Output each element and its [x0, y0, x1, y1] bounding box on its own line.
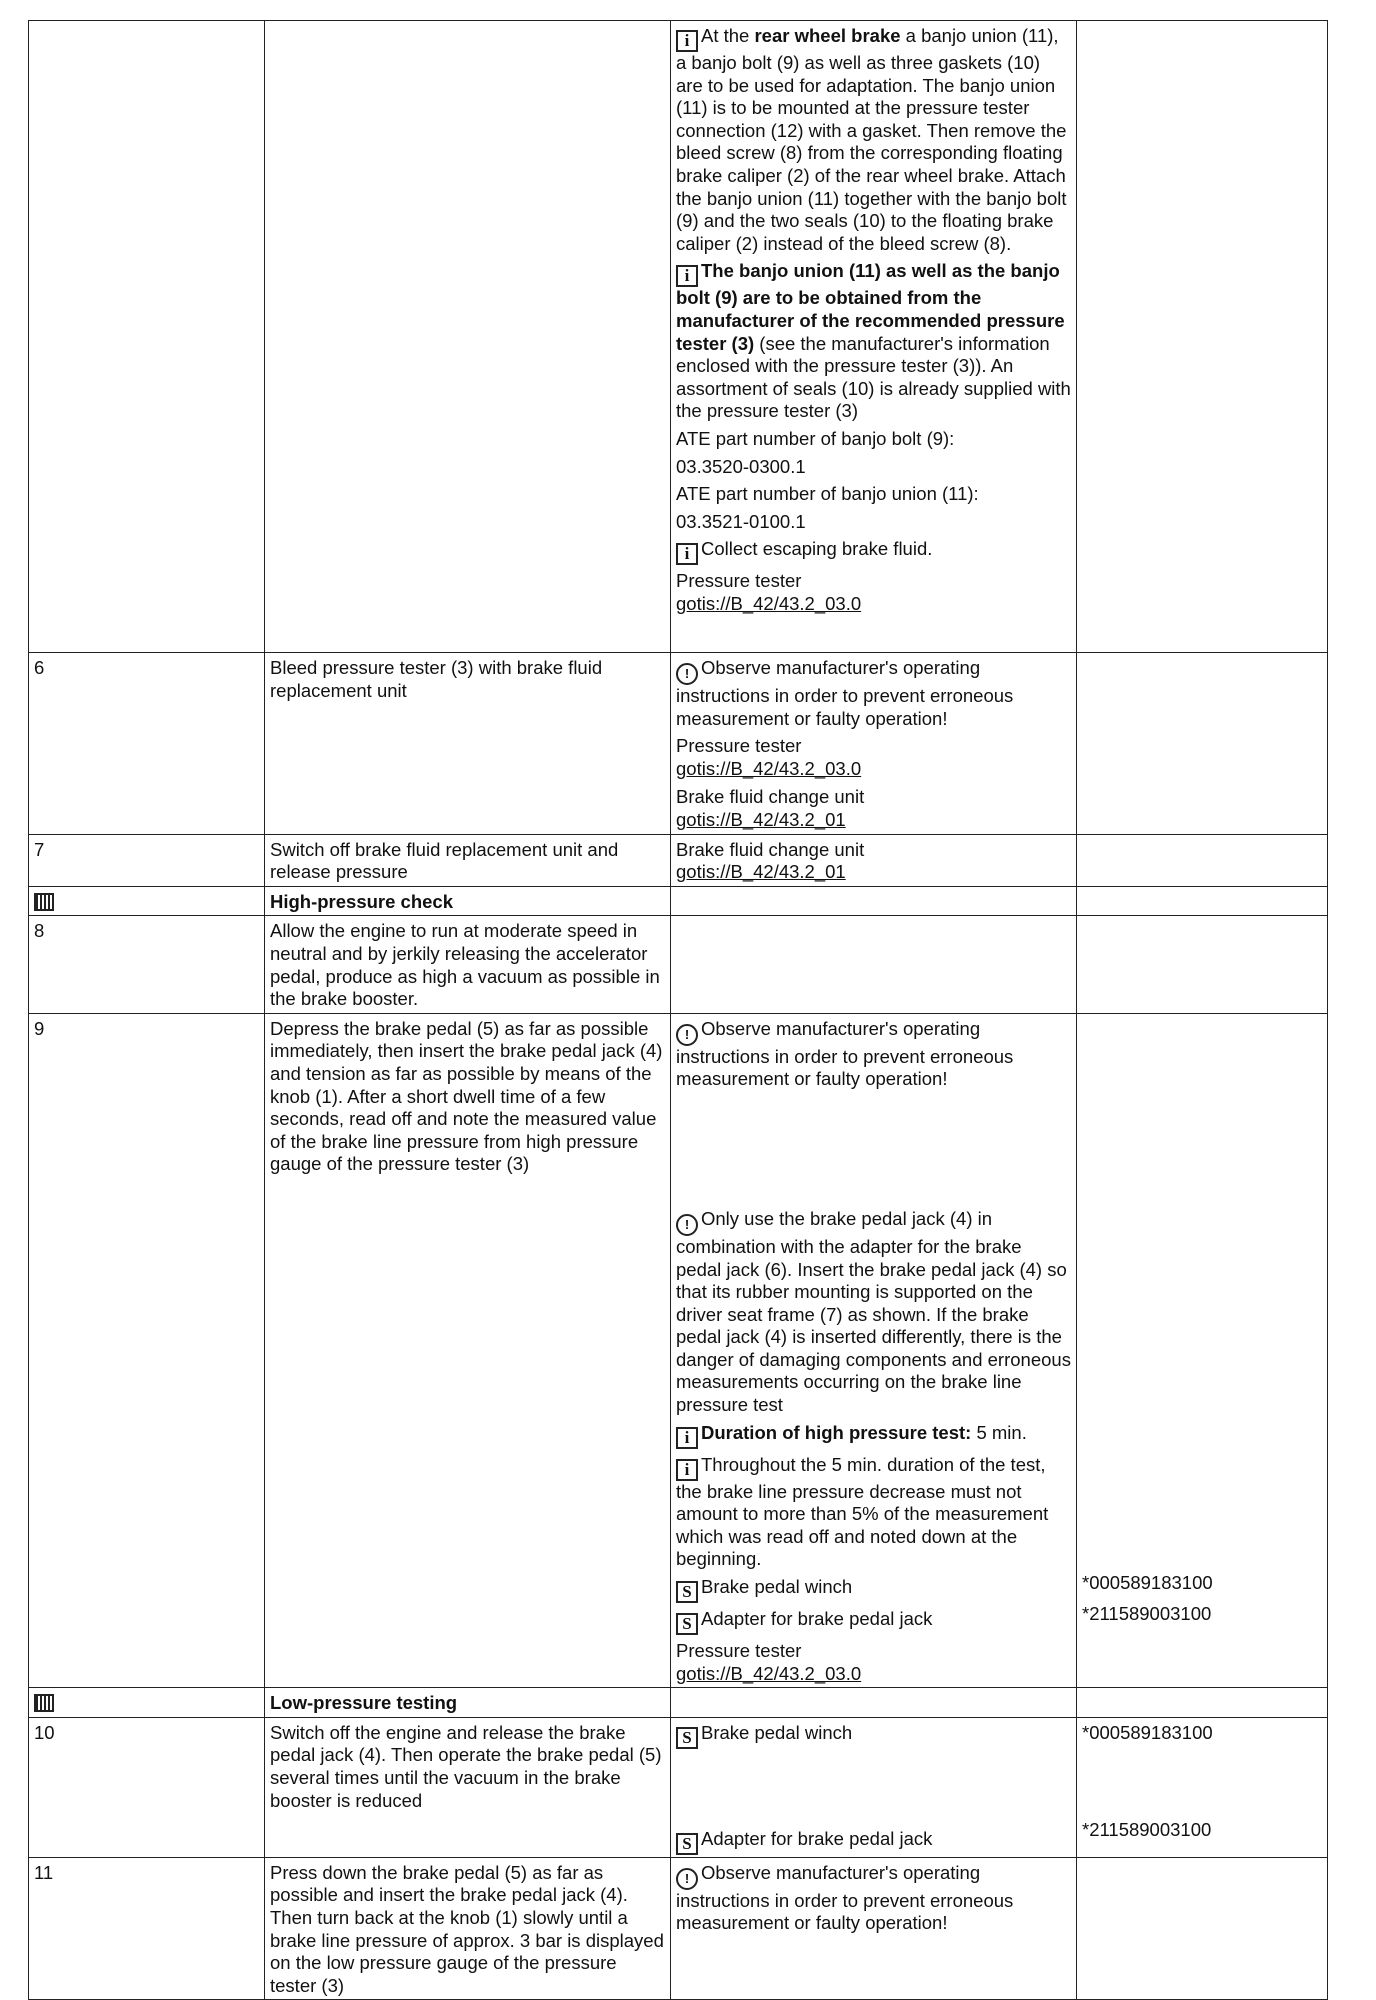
step-text-cell [265, 21, 671, 653]
tool-number: *000589183100 [1082, 1572, 1213, 1594]
tool-number-cell [1077, 1013, 1328, 1688]
step-number: 10 [29, 1717, 265, 1857]
empty-cell [1077, 916, 1328, 1013]
note: ! Only use the brake pedal jack (4) in combination with the adapter for the brake pedal jack (6). Insert the brake pedal jack (4) so that its rubber mounting is supported on the driver seat frame (7) as shown. If the brake pedal jack (4) is inserted differently, there is the danger of damaging components and erroneous measurements occurring on the brake line pressure test [676, 1207, 1071, 1416]
special-tool-icon: S [676, 1613, 698, 1635]
notes-cell [671, 653, 1077, 835]
info-icon: i [676, 543, 698, 565]
tool-number: *211589003100 [1082, 1602, 1212, 1624]
reference-label: Brake fluid change unit [676, 786, 865, 808]
section-icon-cell [29, 1688, 265, 1718]
notes-cell [671, 1717, 1077, 1857]
info-icon: i [676, 30, 698, 52]
note: i Throughout the 5 min. duration of the test, the brake line pressure decrease must not amount to more than 5% of the measurement which was read off and noted down at the beginning. [676, 1453, 1049, 1570]
section-icon-cell [29, 886, 265, 916]
special-tool-icon: S [676, 1833, 698, 1855]
section-title: High-pressure check [265, 886, 671, 916]
table-row [29, 834, 1328, 886]
section-icon [34, 1694, 54, 1712]
step-text: Switch off brake fluid replacement unit and release pressure [265, 834, 671, 886]
step-number: 9 [29, 1013, 265, 1688]
note-bold: The banjo union (11) as well as the banjo bolt (9) are to be obtained from the manufacturer of the recommended pressure tester (3) [676, 260, 1065, 354]
tool-number-cell [1077, 653, 1328, 835]
tool-item: S Adapter for brake pedal jack [676, 1828, 1071, 1855]
reference-label: Pressure tester [676, 735, 802, 757]
tool-number: *211589003100 [1082, 1819, 1212, 1841]
step-number: 8 [29, 916, 265, 1013]
info-icon: i [676, 1459, 698, 1481]
reference-label: Pressure tester [676, 1640, 802, 1662]
notes-cell [671, 1013, 1077, 1688]
info-icon: i [676, 265, 698, 287]
step-number-cell [29, 21, 265, 653]
empty-cell [671, 916, 1077, 1013]
step-text: Allow the engine to run at moderate speed in neutral and by jerkily releasing the accelerator pedal, produce as high a vacuum as possible in the brake booster. [265, 916, 671, 1013]
tool-item: S Brake pedal winch [676, 1722, 1071, 1749]
tool-number: *000589183100 [1082, 1721, 1213, 1743]
reference-link[interactable]: gotis://B_42/43.2_03.0 [676, 757, 862, 779]
table-row [29, 1857, 1328, 2000]
reference-link[interactable]: gotis://B_42/43.2_01 [676, 861, 846, 883]
empty-cell [671, 1688, 1077, 1718]
note: ! Observe manufacturer's operating instructions in order to prevent erroneous measurement or faulty operation! [676, 1017, 1014, 1090]
note: i Collect escaping brake fluid. [676, 538, 1071, 565]
note: i At the rear wheel brake a banjo union (11), a banjo bolt (9) as well as three gaskets (10) are to be used for adaptation. The banjo union (11) is to be mounted at the pressure tester connection (12) with a gasket. Then remove the bleed screw (8) from the corresponding floating brake caliper (2) of the rear wheel brake. Attach the banjo union (11) together with the banjo bolt (9) and the two seals (10) to the floating brake caliper (2) instead of the bleed screw (8). [676, 25, 1067, 254]
reference-link[interactable]: gotis://B_42/43.2_03.0 [676, 592, 862, 614]
spacer [676, 1096, 1071, 1208]
table-row [29, 653, 1328, 835]
section-header-row [29, 886, 1328, 916]
part-number-label: ATE part number of banjo bolt (9): [676, 427, 955, 449]
section-icon [34, 893, 54, 911]
reference-link[interactable]: gotis://B_42/43.2_03.0 [676, 1662, 862, 1684]
tool-number-cell [1077, 1857, 1328, 2000]
reference-label: Brake fluid change unit [676, 838, 865, 860]
step-text: Bleed pressure tester (3) with brake fluid replacement unit [265, 653, 671, 835]
tool-item: S Brake pedal winch [676, 1576, 1071, 1603]
note: ! Observe manufacturer's operating instructions in order to prevent erroneous measurement or faulty operation! [676, 657, 1014, 729]
reference-label: Pressure tester [676, 570, 802, 592]
notes-cell [671, 834, 1077, 886]
table-row [29, 916, 1328, 1013]
step-text: Press down the brake pedal (5) as far as possible and insert the brake pedal jack (4). Then turn back at the knob (1) slowly until a brake line pressure of approx. 3 bar is displayed on the low pressure gauge of the pressure tester (3) [265, 1857, 671, 2000]
info-icon: i [676, 1427, 698, 1449]
step-text: Switch off the engine and release the brake pedal jack (4). Then operate the brake pedal (5) several times until the vacuum in the brake booster is reduced [265, 1717, 671, 1857]
table-row [29, 1717, 1328, 1857]
empty-cell [1077, 886, 1328, 916]
part-number-value: 03.3521-0100.1 [676, 510, 806, 532]
part-number-value: 03.3520-0300.1 [676, 455, 806, 477]
table-row [29, 21, 1328, 653]
special-tool-icon: S [676, 1727, 698, 1749]
step-number: 6 [29, 653, 265, 835]
notes-cell [671, 21, 1077, 653]
step-text: Depress the brake pedal (5) as far as possible immediately, then insert the brake pedal jack (4) and tension as far as possible by means of the knob (1). After a short dwell time of a few seconds, read off and note the measured value of the brake line pressure from high pressure gauge of the pressure tester (3) [265, 1013, 671, 1688]
tool-number-cell [1077, 21, 1328, 653]
step-number: 7 [29, 834, 265, 886]
warning-icon: ! [676, 1868, 698, 1890]
section-header-row [29, 1688, 1328, 1718]
spacer [1082, 1744, 1322, 1819]
table-row [29, 1013, 1328, 1688]
section-title: Low-pressure testing [265, 1688, 671, 1718]
part-number-label: ATE part number of banjo union (11): [676, 483, 979, 505]
tool-item: S Adapter for brake pedal jack [676, 1608, 1071, 1635]
procedure-sheet [28, 20, 1328, 2000]
tool-number-cell [1077, 834, 1328, 886]
empty-cell [1077, 1688, 1328, 1718]
tool-number-cell [1077, 1717, 1328, 1857]
reference-link[interactable]: gotis://B_42/43.2_01 [676, 808, 846, 830]
special-tool-icon: S [676, 1581, 698, 1603]
note: i Duration of high pressure test: 5 min. [676, 1422, 1071, 1449]
warning-icon: ! [676, 1024, 698, 1046]
note: ! Observe manufacturer's operating instructions in order to prevent erroneous measurement or faulty operation! [676, 1861, 1014, 1934]
notes-cell [671, 1857, 1077, 2000]
procedure-table [28, 20, 1328, 2000]
warning-icon: ! [676, 1214, 698, 1236]
warning-icon: ! [676, 663, 698, 685]
step-number: 11 [29, 1857, 265, 2000]
empty-cell [671, 886, 1077, 916]
note: i The banjo union (11) as well as the banjo bolt (9) are to be obtained from the manufacturer of the recommended pressure tester (3) (see the manufacturer's information enclosed with the pressure tester (3)). An assortment of seals (10) is already supplied with the pressure tester (3) [676, 260, 1071, 422]
note-bold: rear wheel brake [754, 25, 901, 46]
spacer [676, 1754, 1071, 1828]
